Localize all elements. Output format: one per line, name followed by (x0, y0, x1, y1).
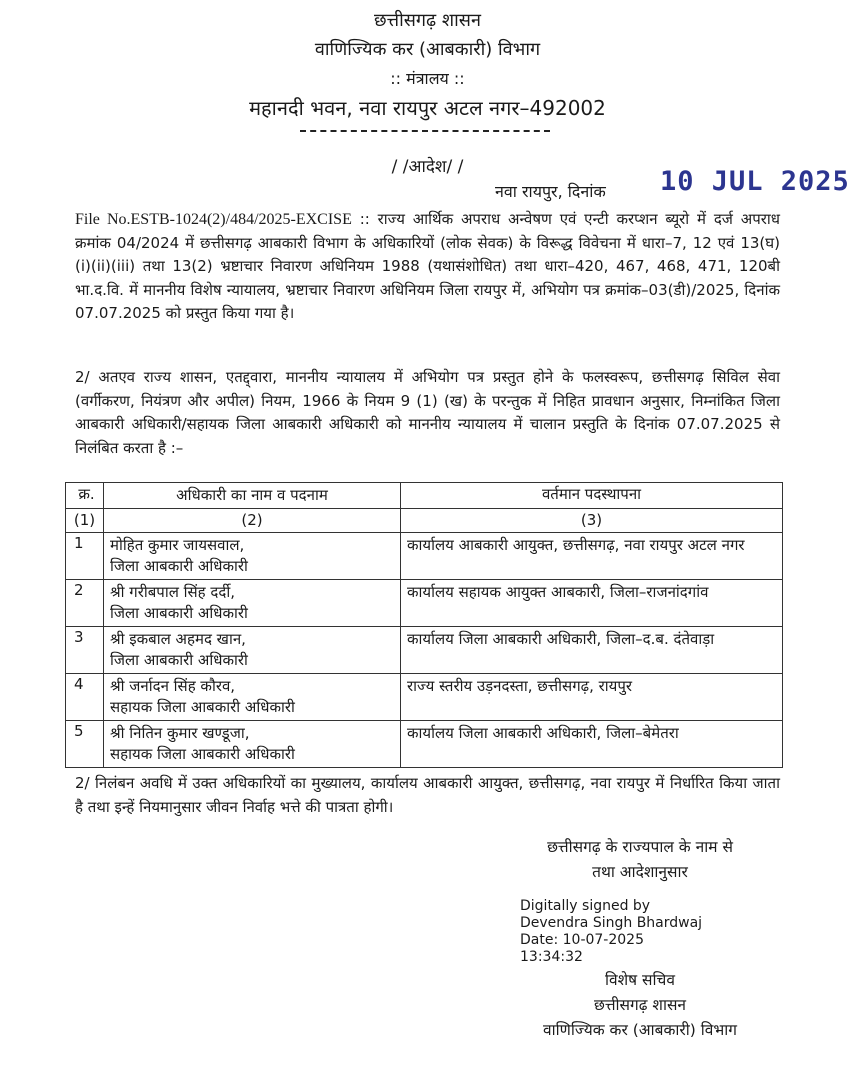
col-header-sno: क्र. (66, 483, 104, 509)
office-address: महानदी भवन, नवा रायपुर अटल नगर–492002 (249, 96, 606, 120)
signature-time: 13:34:32 (520, 949, 583, 965)
officer-designation: जिला आबकारी अधिकारी (110, 651, 248, 669)
row-officer (104, 721, 401, 768)
signatory-designation (505, 968, 775, 1043)
row-sno: 4 (66, 674, 104, 721)
index-1: (1) (66, 509, 104, 533)
officer-name: श्री इकबाल अहमद खान, (110, 630, 246, 648)
place-date-label: नवा रायपुर, दिनांक (495, 182, 606, 201)
designation-govt: छत्तीसगढ़ शासन (593, 996, 687, 1014)
table-index-row (66, 509, 783, 533)
paragraph-3: 2/ निलंबन अवधि में उक्त अधिकारियों का मुख्यालय, कार्यालय आबकारी आयुक्त, छत्तीसगढ़, नवा रायपुर में निर्धारित किया जाता है तथा इन्हें नियमानुसार जीवन निर्वाह भत्ते की पात्रता होगी। (75, 774, 780, 816)
header-divider (300, 130, 550, 132)
authority-line-1: छत्तीसगढ़ के राज्यपाल के नाम से (547, 838, 733, 856)
officer-name: श्री नितिन कुमार खण्डूजा, (110, 724, 250, 742)
row-sno: 1 (66, 533, 104, 580)
digital-signature-label: Digitally signed by (520, 898, 651, 914)
row-posting: कार्यालय सहायक आयुक्त आबकारी, जिला–राजनांदगांव (401, 580, 783, 627)
table-row (66, 580, 783, 627)
row-officer (104, 580, 401, 627)
digital-signature (520, 898, 702, 966)
officer-name: श्री जर्नादन सिंह कौरव, (110, 677, 236, 695)
order-title: / /आदेश/ / (391, 157, 464, 177)
row-posting: कार्यालय जिला आबकारी अधिकारी, जिला–बेमेतरा (401, 721, 783, 768)
date-stamp: 10 JUL 2025 (660, 166, 850, 197)
row-officer (104, 627, 401, 674)
designation-dept: वाणिज्यिक कर (आबकारी) विभाग (543, 1021, 737, 1039)
signature-date: Date: 10-07-2025 (520, 932, 644, 948)
index-3: (3) (401, 509, 783, 533)
row-sno: 2 (66, 580, 104, 627)
ministry-label: :: मंत्रालय :: (390, 69, 465, 88)
file-number: File No.ESTB-1024(2)/484/2025-EXCISE (75, 211, 352, 228)
table-row (66, 627, 783, 674)
designation-title: विशेष सचिव (604, 971, 675, 989)
col-header-posting: वर्तमान पदस्थापना (401, 483, 783, 509)
row-officer (104, 674, 401, 721)
officer-designation: सहायक जिला आबकारी अधिकारी (110, 745, 295, 763)
table-header-row (66, 483, 783, 509)
officer-name: श्री गरीबपाल सिंह दर्दी, (110, 583, 235, 601)
row-officer (104, 533, 401, 580)
table-row (66, 721, 783, 768)
signer-name: Devendra Singh Bhardwaj (520, 915, 703, 931)
officers-table (65, 482, 783, 768)
paragraph-1 (75, 208, 780, 326)
row-sno: 5 (66, 721, 104, 768)
table-row (66, 674, 783, 721)
govt-name: छत्तीसगढ़ शासन (374, 10, 481, 31)
authority-line (505, 835, 775, 885)
table-row (66, 533, 783, 580)
paragraph-2: 2/ अतएव राज्य शासन, एतद्द्वारा, माननीय न्यायालय में अभियोग पत्र प्रस्तुत होने के फलस्वरूप, छत्तीसगढ़ सिविल सेवा (वर्गीकरण, नियंत्रण और अपील) नियम, 1966 के नियम 9 (1) (ख) के परन्तुक में निहित प्रावधान अनुसार, निम्नांकित जिला आबकारी अधिकारी/सहायक जिला आबकारी अधिकारी को माननीय न्यायालय में चालान प्रस्तुति के दिनांक 07.07.2025 से निलंबित करता है :– (75, 368, 780, 457)
department-name: वाणिज्यिक कर (आबकारी) विभाग (314, 39, 541, 60)
col-header-name: अधिकारी का नाम व पदनाम (104, 483, 401, 509)
row-posting: कार्यालय जिला आबकारी अधिकारी, जिला–द.ब. दंतेवाड़ा (401, 627, 783, 674)
officer-name: मोहित कुमार जायसवाल, (110, 536, 245, 554)
row-posting: कार्यालय आबकारी आयुक्त, छत्तीसगढ़, नवा रायपुर अटल नगर (401, 533, 783, 580)
officer-designation: जिला आबकारी अधिकारी (110, 557, 248, 575)
officer-designation: जिला आबकारी अधिकारी (110, 604, 248, 622)
row-sno: 3 (66, 627, 104, 674)
paragraph-1-body: :: राज्य आर्थिक अपराध अन्वेषण एवं एन्टी करप्शन ब्यूरो में दर्ज अपराध क्रमांक 04/2024 में छत्तीसगढ़ आबकारी विभाग के अधिकारियों (लोक सेवक) के विरूद्ध विवेचना में धारा–7, 12 एवं 13(घ) (i)(ii)(iii) तथा 13(2) भ्रष्टाचार निवारण अधिनियम 1988 (यथासंशोधित) तथा धारा–420, 467, 468, 471, 120बी भा.द.वि. में माननीय विशेष न्यायालय, भ्रष्टाचार निवारण अधिनियम जिला रायपुर में, अभियोग पत्र क्रमांक–03(डी)/2025, दिनांक 07.07.2025 को प्रस्तुत किया गया है। (75, 210, 781, 322)
authority-line-2: तथा आदेशानुसार (592, 863, 688, 881)
index-2: (2) (104, 509, 401, 533)
row-posting: राज्य स्तरीय उड़नदस्ता, छत्तीसगढ़, रायपुर (401, 674, 783, 721)
officer-designation: सहायक जिला आबकारी अधिकारी (110, 698, 295, 716)
